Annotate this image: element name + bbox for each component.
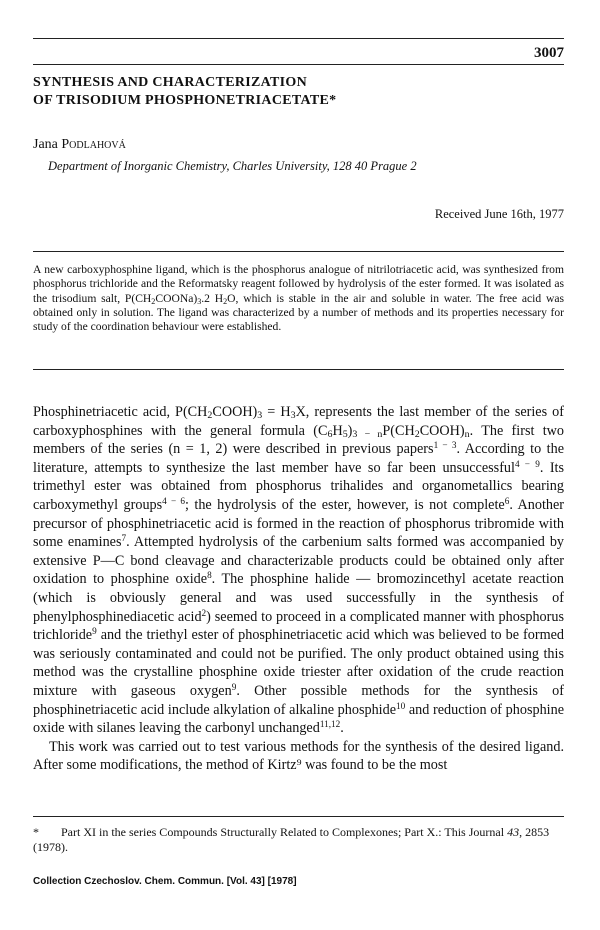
title-line-2: OF TRISODIUM PHOSPHONETRIACETATE* [33,93,337,108]
citation-superscript: 4 − 9 [514,458,540,469]
subscript: 2 [151,296,156,306]
citation-superscript: 8 [207,570,212,581]
citation-superscript: 1 − 3 [433,440,457,451]
footnote [33,825,564,855]
subscript: 2 [223,296,228,306]
text-run: COOH) [212,404,258,420]
author-name [33,137,126,153]
citation-superscript: 7 [121,533,127,544]
text-run: Phosphinetriacetic acid, P(CH [33,404,208,420]
page-number: 3007 [534,45,564,61]
text-run: . Attempted hydrolysis of the carbenium salts formed was accompanied by extensive P—C bond cleavage and characterizable products could be obtained only after oxidation to phosphine oxide [33,534,565,588]
author-surname: Podlahová [61,137,126,152]
abstract-text: O, which is stable in the air and soluble in water. The free acid was obtained only in solution. The ligand was characterized by a number of methods and its properties necessary for study of the coordination behaviour were established. [33,291,564,334]
citation-superscript: 9 [92,626,97,637]
text-run: . Another precursor of phosphinetriacetic acid is formed in the reaction of phosphorus tribromide with some enamines [33,496,565,551]
citation-superscript: 10 [396,700,406,711]
text-run: ) seemed to proceed in a complicated manner with phosphorus trichloride [33,608,564,644]
footnote-text: Part XI in the series Compounds Structurally Related to Complexones; Part X.: This Journal [61,825,508,839]
paragraph-2: This work was carried out to test various methods for the synthesis of the desired ligand. After some modifications, the method of Kirtz⁹ was found to be the most [33,738,564,774]
citation-superscript: 6 [504,495,510,506]
subscript: 5 [342,428,348,440]
text-run: X, represents the last member of the series of carboxyphosphines with the general formula (C [33,404,564,439]
footnote-volume: 43 [507,825,520,839]
subscript: 3 [257,410,263,421]
abstract-text: COONa) [155,291,198,305]
text-run: . The first two members of the series (n = 1, 2) were described in previous papers [33,422,564,458]
text-run: . Other possible methods for the synthesis of phosphinetriacetic acid include alkylation of alkaline phosphide [33,682,564,718]
author-affiliation: Department of Inorganic Chemistry, Charles University, 128 40 Prague 2 [48,159,417,173]
text-run: ; the hydrolysis of the ester, however, is not complete [185,496,505,513]
article-title [33,74,336,110]
text-run: and the triethyl ester of phosphinetriacetic acid which was believed to be formed was seriously contaminated and could not be purified. The only product obtained using this method was the crystalline phosphine oxide triester after oxidation of the crude reaction mixture with gaseous oxygen [33,627,564,699]
abstract-text: .2 H [201,291,224,305]
subscript: 2 [207,410,213,421]
text-run: . [340,720,344,737]
citation-superscript: 9 [231,681,237,692]
header-rule [33,64,564,65]
abstract-text: A new carboxyphosphine ligand, which is the phosphorus analogue of nitrilotriacetic acid, was synthesized from phosphorus trichloride and the Reformatsky reagent followed by hydrolysis of the ester formed. It was isolated as the trisodium salt, P(CH [33,263,564,305]
abstract-bottom-rule [33,369,564,370]
text-run: COOH) [419,422,465,439]
text-run: ) [347,422,353,439]
subscript: 3 [197,296,202,306]
top-rule [33,38,564,39]
received-date: Received June 16th, 1977 [434,207,564,221]
footnote-text: , 2853 (1978). [33,825,550,854]
citation-superscript: 4 − 6 [162,495,185,506]
text-run: and reduction of phosphine oxide with silanes leaving the carbonyl unchanged [33,701,564,737]
text-run: . According to the literature, attempts to synthesize the last member have so far been unsuccessful [33,441,565,476]
author-given-name: Jana [33,137,58,152]
text-run: P(CH [382,422,415,439]
text-run: . Its trimethyl ester was obtained from phosphorus trihalides and organometallics bearing carboxymethyl groups [33,459,565,513]
text-run: H [332,422,343,439]
footnote-marker: * [33,825,39,839]
body-text [33,403,564,775]
subscript: 3 − n [352,428,383,440]
subscript: 2 [414,428,420,440]
footnote-rule [33,816,564,817]
abstract-top-rule [33,251,564,252]
text-run: = H [262,404,291,420]
journal-citation: Collection Czechoslov. Chem. Commun. [Vol. 43] [1978] [33,876,297,887]
paragraph-1 [33,403,564,738]
subscript: 6 [327,428,333,440]
text-run: . The phosphine halide — bromozincethyl acetate reaction (which is obviously general and was used successfully in the synthesis of phenylphosphinediacetic acid [33,571,564,625]
subscript: n [464,428,470,440]
title-line-1: SYNTHESIS AND CHARACTERIZATION [33,75,308,90]
abstract [33,263,564,334]
citation-superscript: 11,12 [319,719,341,730]
subscript: 3 [290,410,296,421]
citation-superscript: 2 [201,607,207,618]
